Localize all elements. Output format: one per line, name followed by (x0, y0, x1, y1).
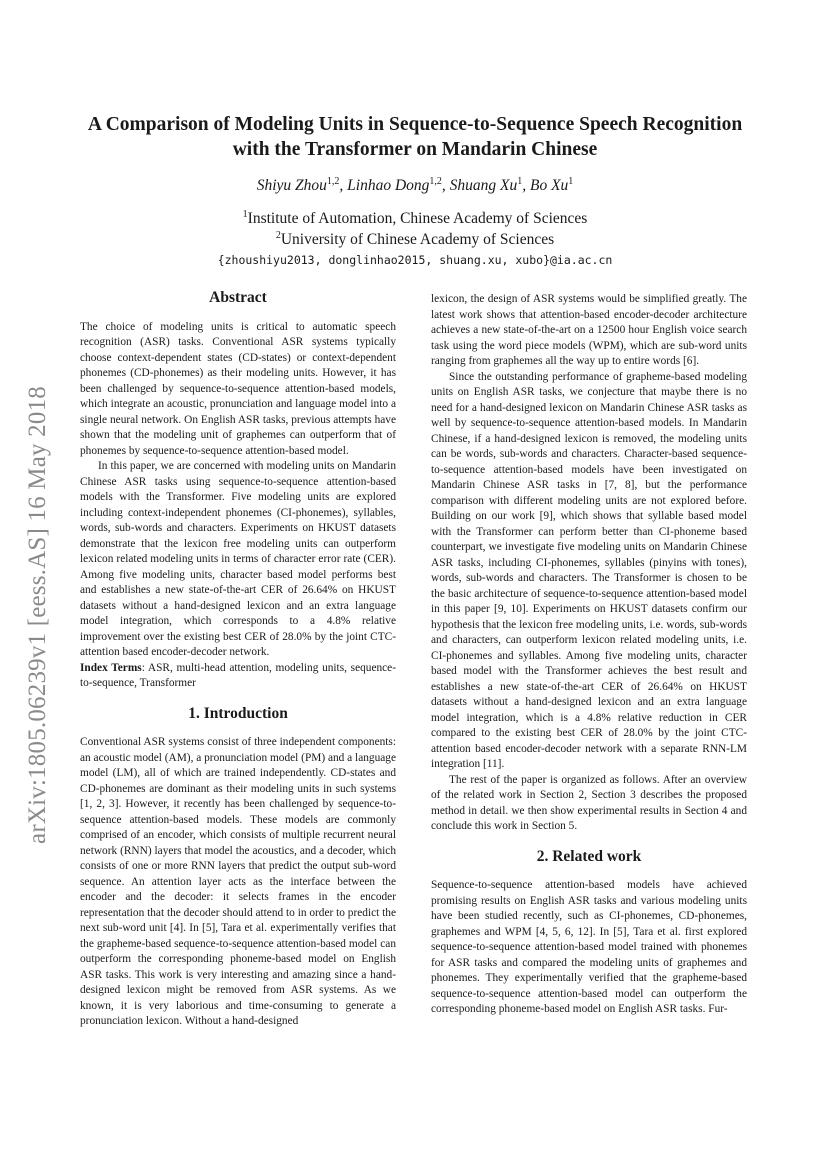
author (257, 177, 347, 194)
introduction-paragraph: Conventional ASR systems consist of three independent components: an acoustic model (AM), a pronunciation model (PM) and a language model (LM), all of which are trained independently. CD-states and CD-phonemes are dominant as their modeling units in such systems [1, 2, 3]. However, it recently has been challenged by sequence-to-sequence attention-based models. These models are commonly comprised of an encoder, which consists of multiple recurrent neural network (RNN) layers that model the acoustics, and a decoder, which consists of one or more RNN layers that predict the output sub-word sequence. An attention layer acts as the interface between the encoder and the decoder: it selects frames in the encoder representation that the decoder should attend to in order to predict the next sub-word unit [4]. In [5], Tara et al. experimentally verifies that the grapheme-based sequence-to-sequence attention-based model can outperform the corresponding phoneme-based model on English ASR tasks. This work is very interesting and amazing since a hand-designed lexicon might be removed from ASR systems. As we known, it is very laborious and time-consuming to generate a pronunciation lexicon. Without a hand-designed (80, 736, 396, 1027)
arxiv-stamp (8, 345, 68, 885)
paper-title (70, 112, 760, 162)
title-line-2: with the Transformer on Mandarin Chinese (232, 139, 598, 160)
author (347, 177, 450, 194)
title-line-1: A Comparison of Modeling Units in Sequence-to-Sequence Speech Recognition (87, 114, 743, 135)
section-heading-introduction: 1. Introduction (188, 704, 288, 722)
author-separator: , (339, 177, 348, 195)
author-name: Linhao Dong (347, 177, 430, 195)
index-terms-label: Index Terms (80, 661, 142, 674)
introduction-paragraph: lexicon, the design of ASR systems would be simplified greatly. The latest work shows that attention-based encoder-decoder architecture achieves a new state-of-the-art on a 12500 hour English voice search task using the word piece models (WPM), which are sub-word units ranging from graphemes all the way up to entire words [6]. (431, 293, 747, 367)
abstract-heading: Abstract (209, 289, 267, 306)
author (450, 177, 530, 194)
author-emails: {zhoushiyu2013, donglinhao2015, shuang.xu, xubo}@ia.ac.cn (217, 253, 613, 267)
arxiv-id: arXiv:1805.06239v1 [eess.AS] 16 May 2018 (24, 386, 51, 844)
index-terms-text: : ASR, multi-head attention, modeling units, sequence-to-sequence, Transformer (80, 661, 396, 689)
author-affiliation-mark: 1 (568, 176, 574, 187)
author-affiliation-mark: 1,2 (326, 176, 340, 187)
introduction-paragraph: The rest of the paper is organized as follows. After an overview of the related work in Section 2, Section 3 describes the proposed method in detail. we then show experimental results in Section 4 and conclude this work in Section 5. (431, 773, 747, 832)
affiliation-text: Institute of Automation, Chinese Academy of Sciences (247, 210, 588, 228)
author-separator: , (441, 177, 450, 195)
author-name: Shuang Xu (449, 177, 518, 195)
related-work-paragraph: Sequence-to-sequence attention-based models have achieved promising results on English ASR tasks and various modeling units have been studied recently, such as CI-phonemes, CD-phonemes, graphemes and WPM [4, 5, 6, 12]. In [5], Tara et al. first explored sequence-to-sequence attention-based model trained with phonemes for ASR tasks and compared the modeling units of graphemes and phonemes. They experimentally verified that the grapheme-based sequence-to-sequence attention-based model can outperform the corresponding phoneme-based model on English ASR tasks. Fur- (431, 879, 747, 1015)
author-name: Bo Xu (529, 177, 569, 195)
affiliation-text: University of Chinese Academy of Sciences (280, 231, 555, 249)
author-separator: , (522, 177, 530, 195)
author-affiliation-mark: 1 (517, 176, 523, 187)
affiliation (70, 230, 760, 249)
section-heading-related-work: 2. Related work (536, 847, 642, 865)
right-column (431, 292, 747, 1018)
author-list (70, 176, 760, 195)
abstract-paragraph: The choice of modeling units is critical to automatic speech recognition (ASR) tasks. Conventional ASR systems typically choose context-dependent states (CD-states) or context-dependent phonemes (CD-phonemes) as their modeling units. However, it has been challenged by sequence-to-sequence attention-based models, which integrate an acoustic, pronunciation and language model into a single neural network. On English ASR tasks, previous attempts have shown that the modeling unit of graphemes can outperform that of phonemes by sequence-to-sequence attention-based model. (80, 320, 396, 457)
author (530, 177, 573, 194)
author-affiliation-mark: 1,2 (429, 176, 442, 187)
index-terms (80, 661, 396, 692)
author-name: Shiyu Zhou (256, 177, 327, 195)
affiliation (70, 209, 760, 228)
affiliation-mark: 1 (242, 209, 248, 220)
abstract-paragraph: In this paper, we are concerned with modeling units on Mandarin Chinese ASR tasks using sequence-to-sequence attention-based models with the Transformer. Five modeling units are explored including context-independent phonemes (CI-phonemes), syllables, words, sub-words and characters. Experiments on HKUST datasets demonstrate that the lexicon free modeling units can outperform lexicon related modeling units in terms of character error rate (CER). Among five modeling units, character based model performs best and establishes a new state-of-the-art CER of 26.64% on HKUST datasets without a hand-designed lexicon and an extra language model integration, which corresponds to a 4.8% relative improvement over the existing best CER of 28.0% by the joint CTC-attention based encoder-decoder network. (80, 460, 396, 658)
left-column (80, 290, 396, 1030)
affiliation-mark: 2 (275, 230, 281, 241)
introduction-paragraph: Since the outstanding performance of grapheme-based modeling units on English ASR tasks, we conjecture that maybe there is no need for a hand-designed lexicon on Mandarin Chinese ASR tasks as well by sequence-to-sequence attention-based models. In Mandarin Chinese, if a hand-designed lexicon is removed, the modeling units can be words, sub-words and characters. Character-based sequence-to-sequence attention-based models have been investigated on Mandarin Chinese ASR tasks in [7, 8], but the performance comparison with different modeling units are not explored before. Building on our work [9], which shows that syllable based model with the Transformer can perform better than CI-phoneme based counterpart, we investigate five modeling units on Mandarin Chinese ASR tasks, including CI-phonemes, syllables (pinyins with tones), words, sub-words and characters. The Transformer is chosen to be the basic architecture of sequence-to-sequence attention-based model in this paper [9, 10]. Experiments on HKUST datasets confirm our hypothesis that the lexicon free modeling units, i.e. words, sub-words and characters, can outperform lexicon related modeling units, i.e. CI-phonemes and syllables. Among five modeling units, character based model with the Transformer achieves the best result and establishes a new state-of-the-art CER of 26.64% on HKUST datasets without a hand-designed lexicon and an extra language model integration, which is a 4.8% relative reduction in CER compared to the existing best CER of 28.0% by the joint CTC-attention based encoder-decoder network with a separate RNN-LM integration [11]. (431, 370, 747, 770)
